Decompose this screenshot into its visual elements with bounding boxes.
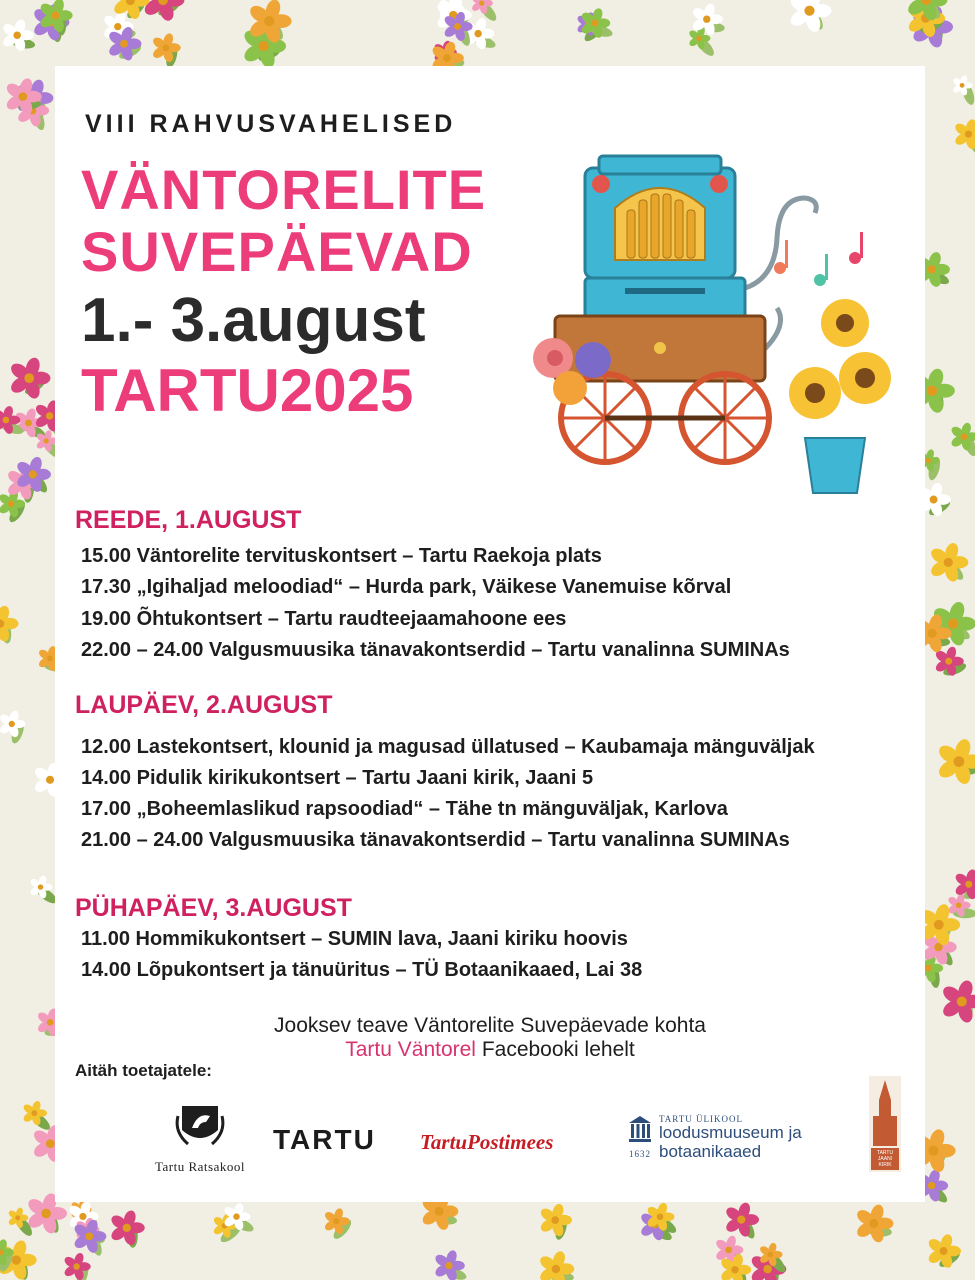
ratsakool-name: Tartu Ratsakool bbox=[155, 1159, 245, 1174]
schedule-event: 17.30 „Igihaljad meloodiad“ – Hurda park, Väikese Vanemuise kõrval bbox=[81, 576, 732, 598]
schedule-event: 19.00 Õhtukontsert – Tartu raudteejaamahoone ees bbox=[81, 608, 567, 630]
schedule-event: 14.00 Lõpukontsert ja tänuüritus – TÜ Botaanikaaed, Lai 38 bbox=[81, 959, 643, 981]
day-heading: LAUPÄEV, 2.AUGUST bbox=[75, 691, 333, 719]
museum-name-line2: botaanikaaed bbox=[659, 1141, 762, 1161]
facebook-page-link[interactable]: Tartu Väntorel bbox=[345, 1038, 476, 1061]
event-dates: 1.- 3.august bbox=[81, 286, 426, 355]
horse-crest-icon bbox=[170, 1096, 230, 1154]
museum-university: TARTU ÜLIKOOL bbox=[659, 1114, 743, 1124]
schedule-event: 14.00 Pidulik kirikukontsert – Tartu Jaani kirik, Jaani 5 bbox=[81, 767, 594, 789]
sponsor-tartu-ratsakool bbox=[145, 1096, 255, 1175]
museum-name-line1: loodusmuuseum ja bbox=[659, 1123, 802, 1142]
sponsor-tartu-city: TARTU bbox=[273, 1124, 376, 1155]
museum-year: 1632 bbox=[629, 1149, 651, 1159]
schedule-event: 12.00 Lastekontsert, klounid ja magusad üllatused – Kaubamaja mänguväljak bbox=[81, 736, 815, 758]
event-kicker: VIII RAHVUSVAHELISED bbox=[85, 110, 457, 138]
day-heading: PÜHAPÄEV, 3.AUGUST bbox=[75, 894, 352, 922]
schedule-event: 15.00 Väntorelite tervituskontsert – Tartu Raekoja plats bbox=[81, 545, 602, 567]
schedule-event: 11.00 Hommikukontsert – SUMIN lava, Jaani kiriku hoovis bbox=[81, 928, 628, 950]
barrel-organ-illustration bbox=[515, 148, 925, 518]
day-heading: REEDE, 1.AUGUST bbox=[75, 506, 302, 534]
event-city-year: TARTU2025 bbox=[81, 357, 414, 424]
sponsor-natural-history-museum bbox=[627, 1114, 827, 1161]
info-line-2-rest: Facebooki lehelt bbox=[475, 1038, 635, 1061]
sponsors-heading: Aitäh toetajatele: bbox=[75, 1061, 212, 1080]
postimees-logo-b: Postimees bbox=[467, 1130, 554, 1154]
info-line-2 bbox=[55, 1038, 925, 1062]
schedule-event: 17.00 „Boheemlaslikud rapsoodiad“ – Tähe tn mänguväljak, Karlova bbox=[81, 798, 728, 820]
sponsor-tartu-postimees bbox=[420, 1130, 553, 1155]
university-building-icon bbox=[627, 1114, 653, 1144]
sponsor-jaani-kirik bbox=[867, 1076, 903, 1172]
event-title-line2: SUVEPÄEVAD bbox=[81, 220, 473, 283]
event-title-line1: VÄNTORELITE bbox=[81, 158, 487, 221]
church-logo-text: TARTU JAANI KIRIK bbox=[876, 1150, 894, 1168]
info-line-1: Jooksev teave Väntorelite Suvepäevade kohta bbox=[274, 1014, 706, 1037]
schedule-event: 22.00 – 24.00 Valgusmuusika tänavakontserdid – Tartu vanalinna SUMINAs bbox=[81, 639, 790, 661]
postimees-logo-a: Tartu bbox=[420, 1130, 468, 1154]
schedule-event: 21.00 – 24.00 Valgusmuusika tänavakontserdid – Tartu vanalinna SUMINAs bbox=[81, 829, 790, 851]
poster-panel bbox=[55, 66, 925, 1202]
